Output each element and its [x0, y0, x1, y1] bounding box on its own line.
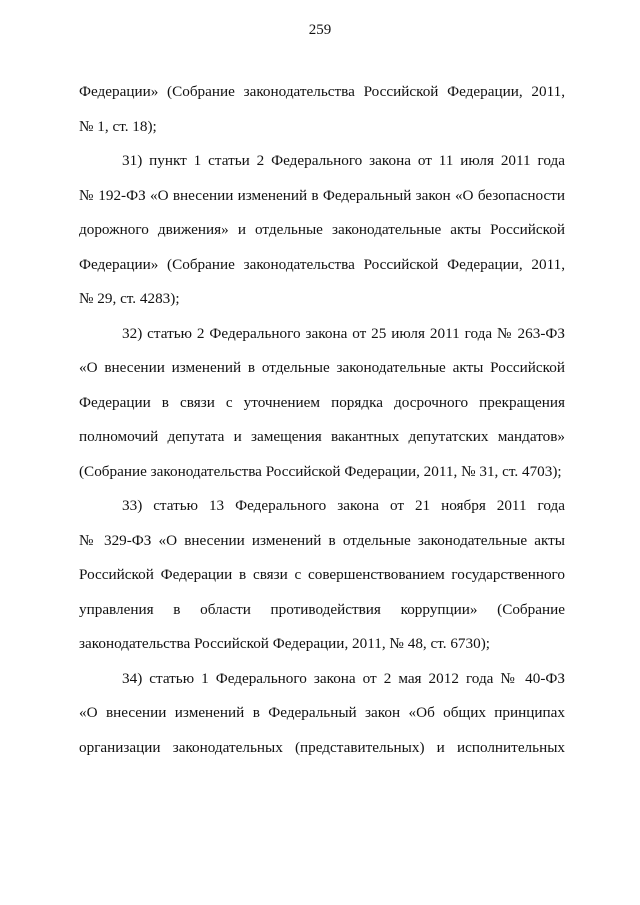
- text-line: № 192-ФЗ «О внесении изменений в Федеральный закон «О безопасности: [79, 186, 565, 204]
- text-line: управления в области противодействия коррупции» (Собрание: [79, 600, 565, 618]
- list-item-32-start: 32) статью 2 Федерального закона от 25 июля 2011 года № 263-ФЗ: [122, 324, 565, 342]
- text-line: Федерации в связи с уточнением порядка досрочного прекращения: [79, 393, 565, 411]
- text-line: дорожного движения» и отдельные законодательные акты Российской: [79, 221, 565, 238]
- list-item-33-start: 33) статью 13 Федерального закона от 21 ноября 2011 года: [122, 497, 565, 514]
- text-line: (Собрание законодательства Российской Федерации, 2011, № 31, ст. 4703);: [79, 462, 562, 480]
- text-line: № 329-ФЗ «О внесении изменений в отдельные законодательные акты: [79, 531, 565, 549]
- text-line: организации законодательных (представительных) и исполнительных: [79, 738, 565, 756]
- page-number: 259: [308, 22, 332, 38]
- text-line: «О внесении изменений в Федеральный закон «Об общих принципах: [79, 704, 565, 721]
- list-item-31-start: 31) пункт 1 статьи 2 Федерального закона от 11 июля 2011 года: [122, 152, 565, 169]
- text-line: полномочий депутата и замещения вакантных депутатских мандатов»: [79, 428, 565, 445]
- text-line: Российской Федерации в связи с совершенствованием государственного: [79, 566, 565, 583]
- text-line: № 29, ст. 4283);: [79, 290, 180, 307]
- text-line: законодательства Российской Федерации, 2011, № 48, ст. 6730);: [79, 635, 490, 652]
- text-line: Федерации» (Собрание законодательства Российской Федерации, 2011,: [79, 83, 565, 100]
- document-body: [79, 75, 565, 765]
- text-line: Федерации» (Собрание законодательства Российской Федерации, 2011,: [79, 255, 565, 273]
- text-line: № 1, ст. 18);: [79, 117, 157, 135]
- text-line: «О внесении изменений в отдельные законодательные акты Российской: [79, 359, 565, 376]
- list-item-34-start: 34) статью 1 Федерального закона от 2 мая 2012 года № 40-ФЗ: [122, 669, 565, 687]
